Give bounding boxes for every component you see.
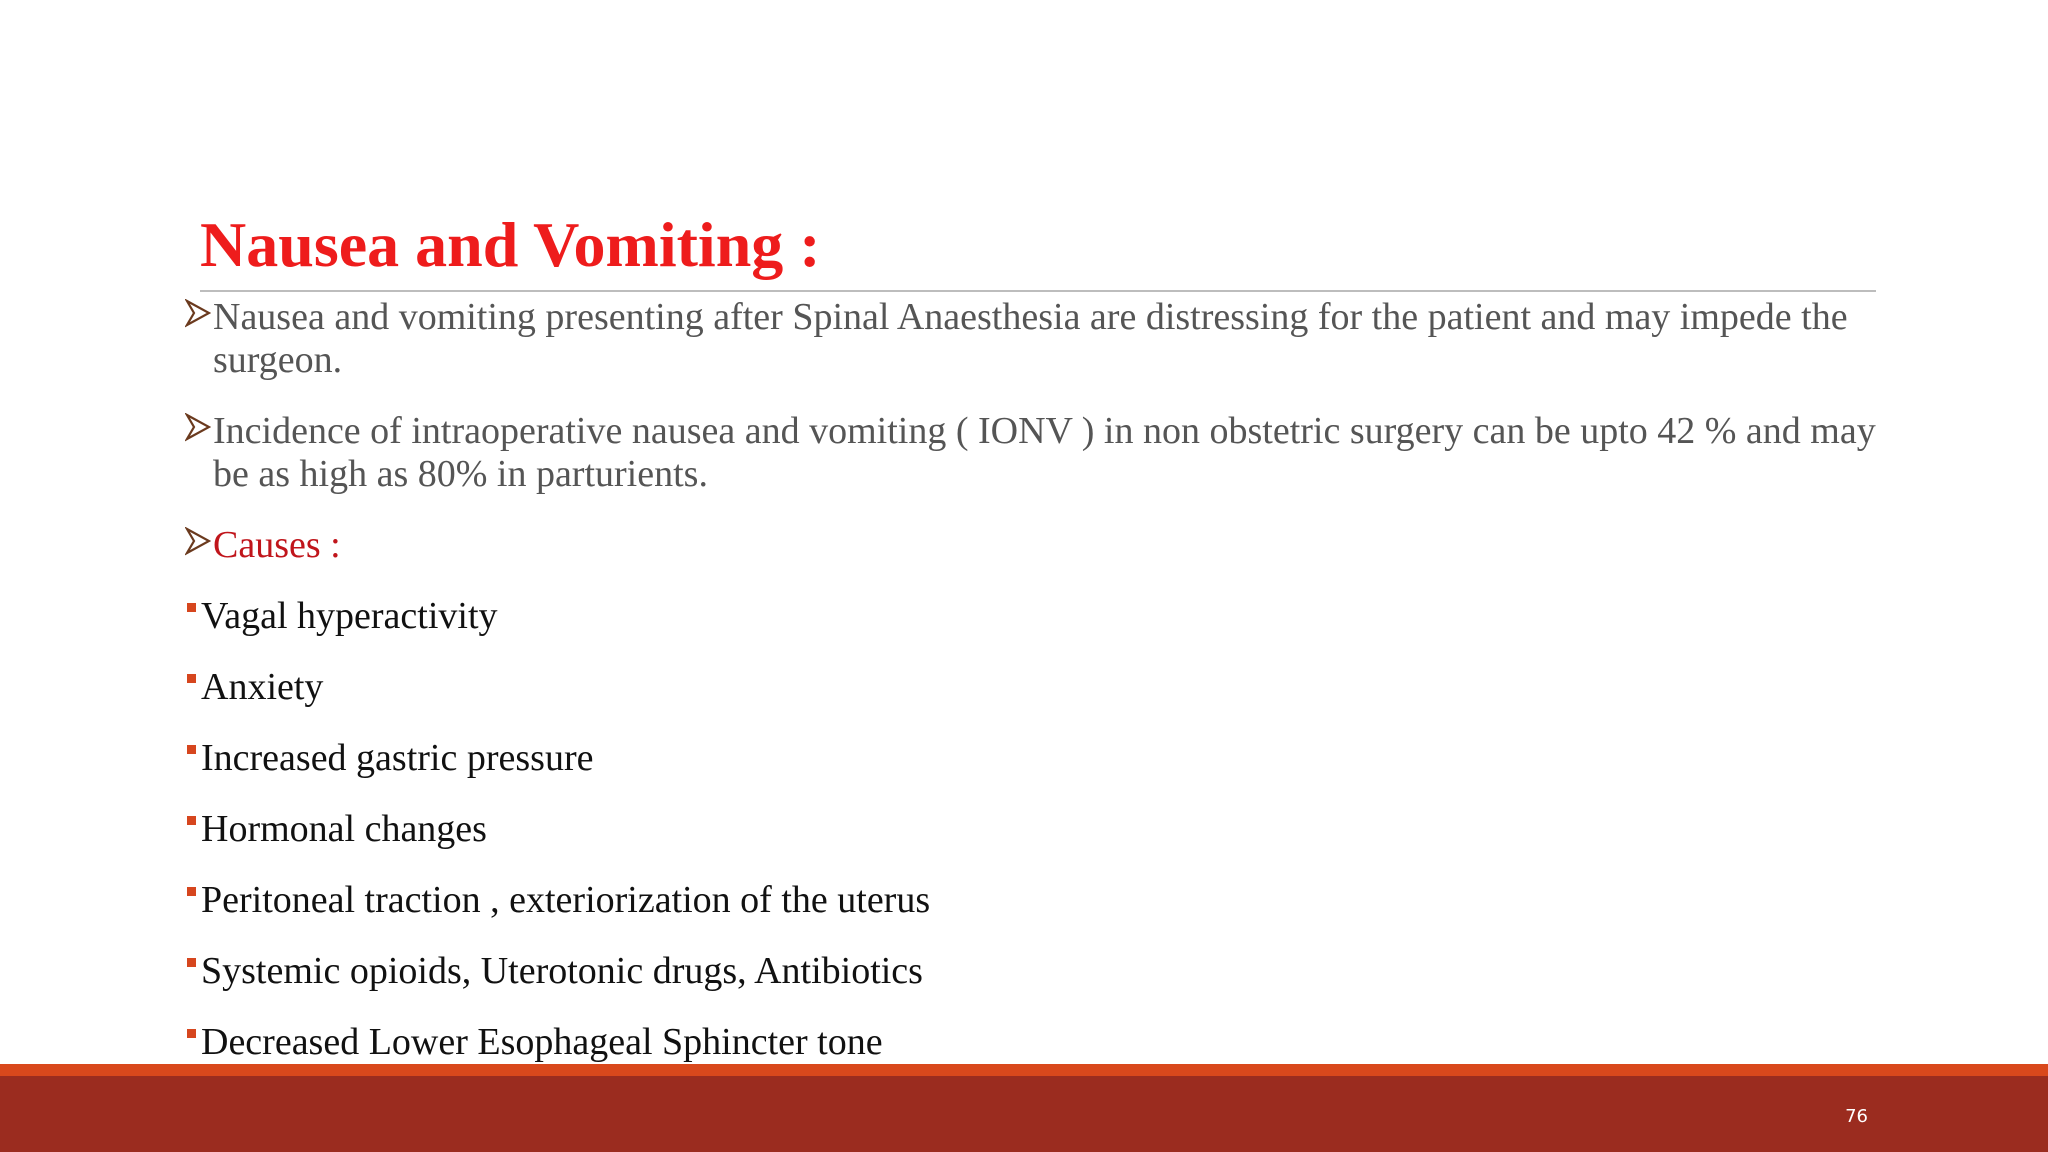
cause-item [185, 1021, 1885, 1064]
cause-text: Increased gastric pressure [201, 737, 594, 779]
cause-text: Systemic opioids, Uterotonic drugs, Antibiotics [201, 950, 923, 992]
square-bullet-icon [187, 816, 196, 825]
arrow-bullet-icon [185, 527, 211, 557]
slide-content [185, 296, 1885, 1092]
square-bullet-icon [187, 1029, 196, 1038]
cause-item [185, 808, 1885, 851]
cause-item [185, 879, 1885, 922]
square-bullet-icon [187, 958, 196, 967]
cause-item [185, 666, 1885, 709]
arrow-bullet-icon [185, 299, 211, 329]
page-number: 76 [1845, 1106, 1868, 1127]
square-bullet-icon [187, 674, 196, 683]
bullet-point-text: Nausea and vomiting presenting after Spinal Anaesthesia are distressing for the patient and may impede the surgeon. [213, 296, 1848, 381]
bullet-point-1 [185, 296, 1885, 382]
cause-text: Vagal hyperactivity [201, 595, 498, 637]
bullet-point-2 [185, 410, 1885, 496]
causes-heading [185, 524, 1885, 567]
bullet-point-text: Incidence of intraoperative nausea and vomiting ( IONV ) in non obstetric surgery can be upto 42 % and may be as high as 80% in parturients. [213, 410, 1876, 495]
cause-text: Hormonal changes [201, 808, 487, 850]
footer-accent-strip [0, 1064, 2048, 1076]
cause-item [185, 595, 1885, 638]
causes-label: Causes : [213, 524, 341, 566]
square-bullet-icon [187, 745, 196, 754]
cause-text: Decreased Lower Esophageal Sphincter tone [201, 1021, 883, 1063]
title-divider [200, 290, 1876, 292]
footer-bar [0, 1076, 2048, 1152]
cause-text: Anxiety [201, 666, 324, 708]
slide-title: Nausea and Vomiting : [200, 209, 821, 280]
arrow-bullet-icon [185, 413, 211, 443]
cause-item [185, 737, 1885, 780]
square-bullet-icon [187, 887, 196, 896]
cause-text: Peritoneal traction , exteriorization of the uterus [201, 879, 931, 921]
square-bullet-icon [187, 603, 196, 612]
cause-item [185, 950, 1885, 993]
